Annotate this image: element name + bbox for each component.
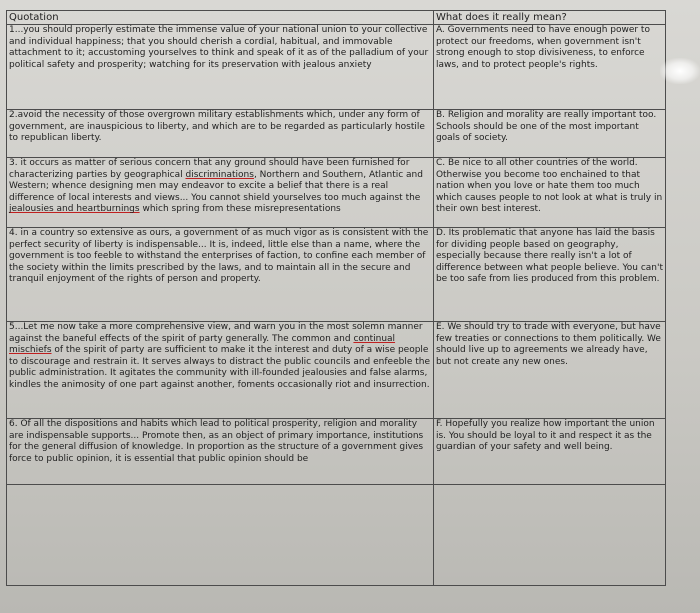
quote-cell <box>7 322 434 419</box>
underlined-word: continual mischiefs <box>9 333 396 356</box>
meaning-cell: A. Governments need to have enough power to protect our freedoms, when government isn't strong enough to stop divisiveness, to enforce laws, and to protect people's rights. <box>433 25 665 110</box>
header-quotation: Quotation <box>7 11 434 25</box>
meaning-cell <box>433 485 665 586</box>
underlined-word: jealousies and heartburnings <box>9 204 140 215</box>
quotation-table <box>6 10 666 586</box>
table-row <box>7 419 666 485</box>
quote-cell: 4. in a country so extensive as ours, a government of as much vigor as is consistent with the perfect security of liberty is indispensable... It is, indeed, little else than a name, where the government is too feeble to withstand the enterprises of faction, to confine each member of the society within the limits prescribed by the laws, and to maintain all in the secure and tranquil enjoyment of the rights of person and property. <box>7 228 434 322</box>
table-row <box>7 110 666 158</box>
meaning-cell: B. Religion and morality are really important too. Schools should be one of the most important goals of society. <box>433 110 665 158</box>
quote-cell <box>7 158 434 228</box>
quote-cell: 1...you should properly estimate the immense value of your national union to your collective and individual happiness; that you should cherish a cordial, habitual, and immovable attachment to it; accustoming yourselves to think and speak of it as of the palladium of your political safety and prosperity; watching for its preservation with jealous anxiety <box>7 25 434 110</box>
table-header-row <box>7 11 666 25</box>
header-meaning: What does it really mean? <box>433 11 665 25</box>
table-row <box>7 228 666 322</box>
meaning-cell: E. We should try to trade with everyone, but have few treaties or connections to them politically. We should live up to agreements we already have, but not create any new ones. <box>433 322 665 419</box>
meaning-cell: C. Be nice to all other countries of the world. Otherwise you become too enchained to that nation when you love or hate them too much which causes people to not look at what is truly in their own best interest. <box>433 158 665 228</box>
quote-cell <box>7 485 434 586</box>
table-row-empty <box>7 485 666 586</box>
meaning-cell: F. Hopefully you realize how important the union is. You should be loyal to it and respect it as the guardian of your safety and well being. <box>433 419 665 485</box>
table-row <box>7 322 666 419</box>
table-row <box>7 25 666 110</box>
quote-text: 5...Let me now take a more comprehensive view, and warn you in the most solemn manner against the baneful effects of the spirit of party generally. The common and <box>9 322 423 344</box>
quote-text: 3. it occurs as matter of serious concern that any ground should have been furnished for characterizing parties by geographical <box>9 158 410 180</box>
quote-cell: 6. Of all the dispositions and habits which lead to political prosperity, religion and morality are indispensable supports... Promote then, as an object of primary importance, institutions for the general diffusion of knowledge. In proportion as the structure of a government gives force to public opinion, it is essential that public opinion should be <box>7 419 434 485</box>
screen-glare <box>660 58 700 84</box>
quote-text: , Northern and Southern, Atlantic and Western; whence designing men may endeavor to excite a belief that there is a real difference of local interests and views... You cannot shield yourselves too much against the <box>9 169 423 203</box>
quote-cell: 2.avoid the necessity of those overgrown military establishments which, under any form of government, are inauspicious to liberty, and which are to be regarded as particularly hostile to republican liberty. <box>7 110 434 158</box>
quote-text: which spring from these misrepresentations <box>139 204 341 215</box>
table-row <box>7 158 666 228</box>
underlined-word: discriminations <box>185 169 254 180</box>
meaning-cell: D. Its problematic that anyone has laid the basis for dividing people based on geography, especially because there really isn't a lot of difference between what people believe. You can't be too safe from lies produced from this problem. <box>433 228 665 322</box>
quote-text: of the spirit of party are sufficient to make it the interest and duty of a wise people to discourage and restrain it. It serves always to distract the public councils and enfeeble the public administration. It agitates the community with ill-founded jealousies and false alarms, kindles the animosity of one part against another, foments occasionally riot and insurrection. <box>9 345 430 390</box>
